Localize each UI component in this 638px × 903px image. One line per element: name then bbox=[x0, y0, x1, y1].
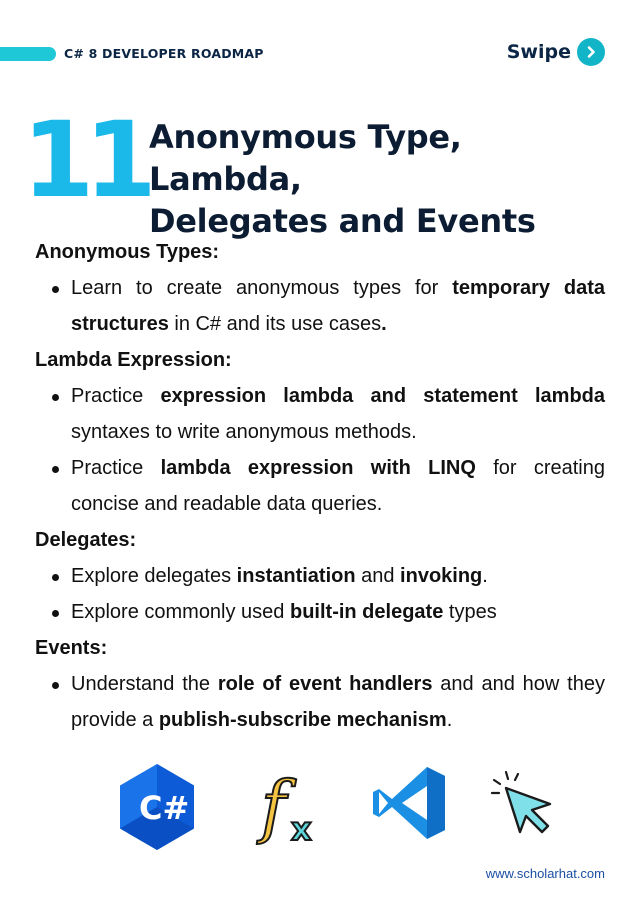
list-item: Practice lambda expression with LINQ for creating concise and readable data queries. bbox=[35, 450, 605, 522]
chapter-title-line-2: Delegates and Events bbox=[149, 202, 536, 240]
list-item: Explore commonly used built-in delegate types bbox=[35, 594, 605, 630]
delegates-list bbox=[35, 558, 605, 630]
chapter-title bbox=[149, 116, 619, 242]
section-heading-events: Events: bbox=[35, 637, 108, 659]
list-item: Understand the role of event handlers and and how they provide a publish-subscribe mechanism. bbox=[35, 666, 605, 738]
function-fx-x: x bbox=[291, 810, 312, 846]
swipe-button[interactable] bbox=[507, 38, 605, 66]
footer-url[interactable]: www.scholarhat.com bbox=[485, 866, 605, 881]
header-accent-bar bbox=[0, 47, 56, 61]
click-cursor-icon bbox=[488, 768, 558, 838]
chapter-title-line-1: Anonymous Type, Lambda, bbox=[149, 118, 462, 198]
anonymous-types-list bbox=[35, 270, 605, 342]
section-heading-lambda-expression: Lambda Expression: bbox=[35, 349, 232, 371]
csharp-logo-glyph: C# bbox=[139, 789, 190, 827]
events-list bbox=[35, 666, 605, 738]
chapter-number: 11 bbox=[22, 99, 147, 221]
list-item: Explore delegates instantiation and invoking. bbox=[35, 558, 605, 594]
topic-content bbox=[35, 234, 605, 738]
function-fx-icon bbox=[255, 768, 323, 846]
section-heading-delegates: Delegates: bbox=[35, 529, 137, 551]
roadmap-label: C# 8 DEVELOPER ROADMAP bbox=[64, 46, 264, 61]
list-item: Learn to create anonymous types for temporary data structures in C# and its use cases. bbox=[35, 270, 605, 342]
swipe-label: Swipe bbox=[506, 41, 571, 63]
list-item: Practice expression lambda and statement lambda syntaxes to write anonymous methods. bbox=[35, 378, 605, 450]
vscode-logo-icon bbox=[370, 764, 448, 842]
section-heading-anonymous-types: Anonymous Types: bbox=[35, 241, 220, 263]
lambda-expression-list bbox=[35, 378, 605, 522]
csharp-logo-icon bbox=[117, 762, 197, 852]
technology-icons bbox=[0, 760, 638, 860]
chevron-right-icon[interactable] bbox=[577, 38, 605, 66]
function-fx-f: f bbox=[261, 768, 287, 846]
